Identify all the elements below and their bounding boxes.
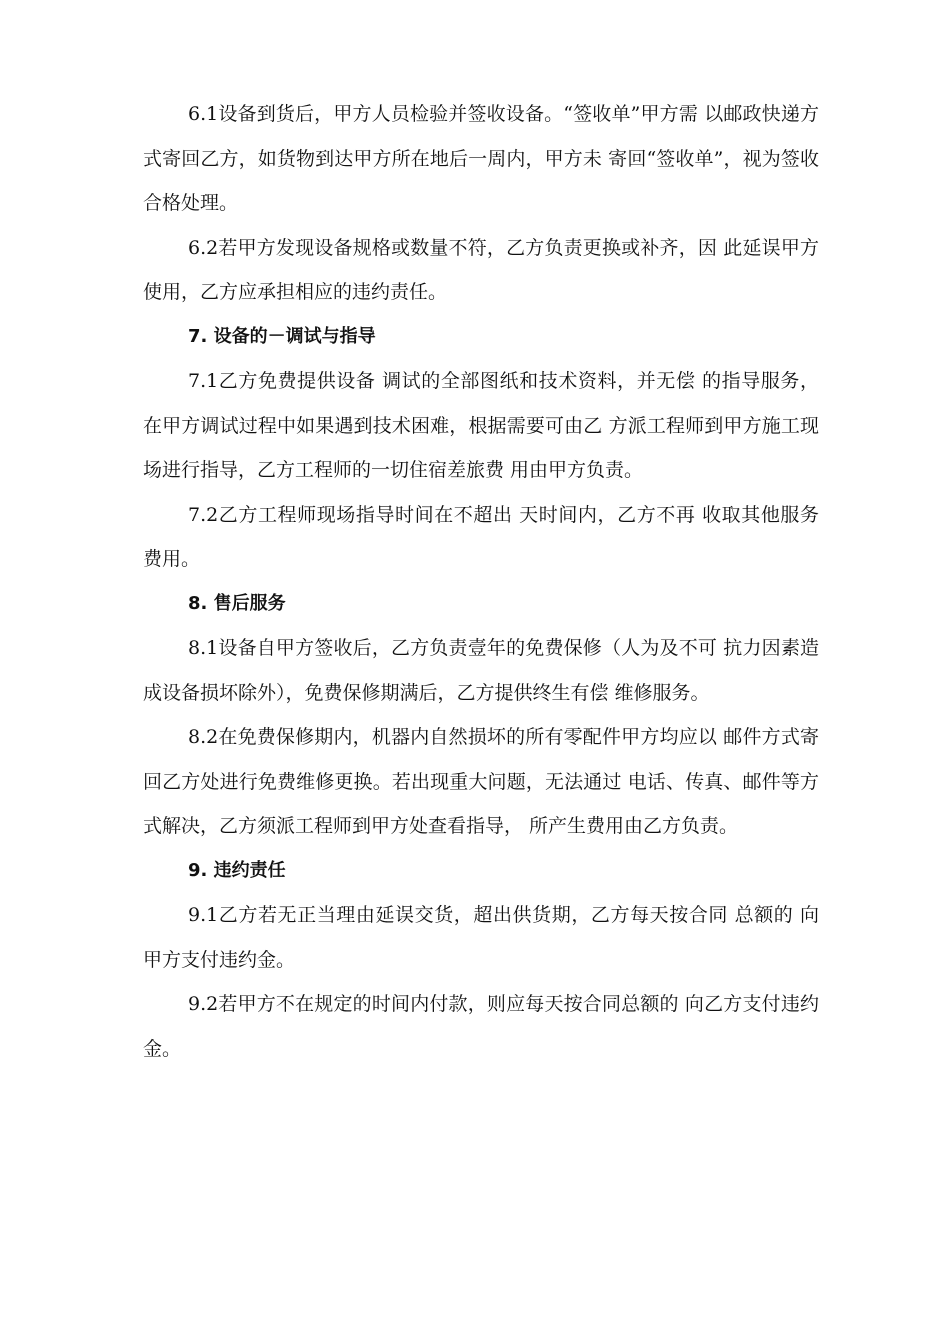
- clause-9-1: 9.1乙方若无正当理由延误交货，超出供货期，乙方每天按合同 总额的 向甲方支付违约金。: [143, 904, 819, 971]
- section-7-heading: 7. 设备的－调试与指导: [188, 325, 376, 347]
- clause-9-2: 9.2若甲方不在规定的时间内付款，则应每天按合同总额的 向乙方支付违约金。: [143, 993, 819, 1060]
- section-8-heading: 8. 售后服务: [188, 592, 286, 614]
- clause-8-1: 8.1设备自甲方签收后，乙方负责壹年的免费保修（人为及不可 抗力因素造成设备损坏除外），免费保修期满后，乙方提供终生有偿 维修服务。: [143, 637, 819, 704]
- section-9-heading: 9. 违约责任: [188, 859, 286, 881]
- clause-6-2: 6.2若甲方发现设备规格或数量不符，乙方负责更换或补齐，因 此延误甲方使用，乙方应承担相应的违约责任。: [143, 236, 819, 303]
- clause-6-1: 6.1设备到货后，甲方人员检验并签收设备。“签收单”甲方需 以邮政快递方式寄回乙方，如货物到达甲方所在地后一周内，甲方未 寄回“签收单”，视为签收合格处理。: [143, 103, 819, 214]
- document-body: [143, 92, 819, 1071]
- clause-8-2: 8.2在免费保修期内，机器内自然损坏的所有零配件甲方均应以 邮件方式寄回乙方处进行免费维修更换。若出现重大问题，无法通过 电话、传真、邮件等方式解决，乙方须派工程师到甲方处查看指导， 所产生费用由乙方负责。: [143, 726, 819, 837]
- clause-7-1: 7.1乙方免费提供设备 调试的全部图纸和技术资料，并无偿 的指导服务，在甲方调试过程中如果遇到技术困难，根据需要可由乙 方派工程师到甲方施工现场进行指导，乙方工程师的一切住宿差旅费 用由甲方负责。: [143, 370, 819, 481]
- clause-7-2: 7.2乙方工程师现场指导时间在不超出 天时间内，乙方不再 收取其他服务费用。: [143, 503, 819, 570]
